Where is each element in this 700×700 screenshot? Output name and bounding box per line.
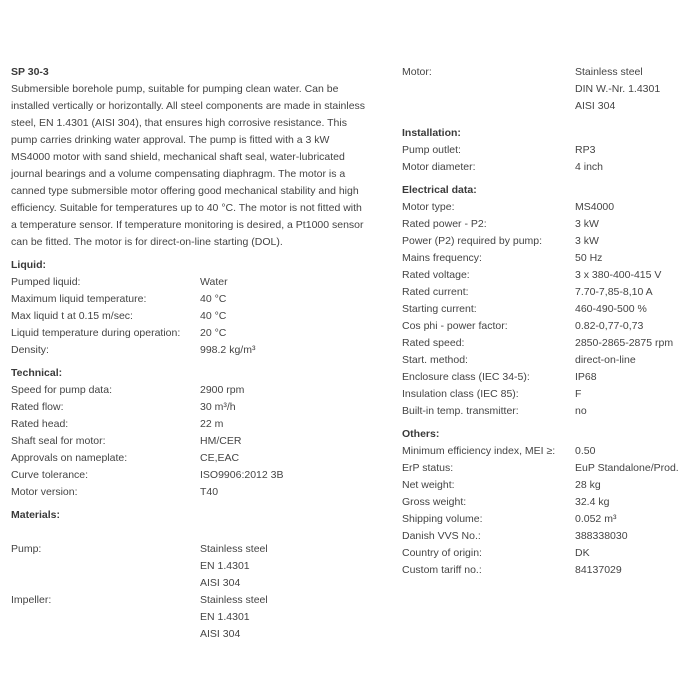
spec-label: Impeller: [11, 594, 52, 606]
spec-value: 50 Hz [575, 252, 603, 264]
others-heading: Others: [402, 428, 440, 440]
electrical-section [402, 182, 692, 420]
spec-label: Pump outlet: [402, 144, 461, 156]
spec-label: Net weight: [402, 479, 455, 491]
spec-label: Rated voltage: [402, 269, 470, 281]
spec-row [402, 460, 692, 477]
spec-label: Rated flow: [11, 401, 64, 413]
spec-row [402, 386, 692, 403]
spec-value: F [575, 388, 582, 400]
spec-label: Curve tolerance: [11, 469, 89, 481]
spec-label: Cos phi - power factor: [402, 320, 508, 332]
liquid-section [11, 257, 371, 359]
spec-row [402, 545, 692, 562]
spec-row [11, 325, 371, 342]
spec-row [402, 216, 692, 233]
spec-label: Enclosure class (IEC 34-5): [402, 371, 530, 383]
spec-value: 7.70-7,85-8,10 A [575, 286, 653, 298]
spec-value: IP68 [575, 371, 597, 383]
spec-label: Density: [11, 344, 49, 356]
spec-value [200, 541, 268, 592]
spec-row [402, 233, 692, 250]
spec-value: 998.2 kg/m³ [200, 344, 256, 356]
spec-row [11, 450, 371, 467]
spec-label: Insulation class (IEC 85): [402, 388, 519, 400]
spec-row [402, 267, 692, 284]
spec-label: Minimum efficiency index, MEI ≥: [402, 445, 556, 457]
spec-label: Starting current: [402, 303, 477, 315]
spec-label: Mains frequency: [402, 252, 482, 264]
spec-row-impeller-material [11, 592, 371, 643]
spec-value: 388338030 [575, 530, 628, 542]
spec-value: 22 m [200, 418, 224, 430]
spec-label: ErP status: [402, 462, 454, 474]
spec-value-line: EN 1.4301 [200, 560, 250, 572]
spec-row [402, 250, 692, 267]
spec-label: Rated speed: [402, 337, 465, 349]
spec-row [402, 318, 692, 335]
spec-value: 4 inch [575, 161, 604, 173]
spec-row [11, 484, 371, 501]
spec-value: ISO9906:2012 3B [200, 469, 284, 481]
spec-label: Shipping volume: [402, 513, 483, 525]
spec-value: direct-on-line [575, 354, 636, 366]
spec-value: 0.50 [575, 445, 596, 457]
technical-section [11, 365, 371, 501]
spec-row [11, 382, 371, 399]
spec-row [402, 159, 692, 176]
spec-value: 32.4 kg [575, 496, 610, 508]
spec-value: 2900 rpm [200, 384, 245, 396]
spec-value-line: Stainless steel [200, 543, 268, 555]
spec-row-pump-material [11, 541, 371, 592]
spec-row [11, 467, 371, 484]
spec-row [11, 274, 371, 291]
spec-row [402, 352, 692, 369]
left-column [11, 64, 371, 643]
spec-value: 84137029 [575, 564, 622, 576]
spec-value: 3 x 380-400-415 V [575, 269, 662, 281]
spec-value: 0.82-0,77-0,73 [575, 320, 644, 332]
spec-label: Custom tariff no.: [402, 564, 482, 576]
spec-row [402, 335, 692, 352]
spec-label: Rated head: [11, 418, 69, 430]
spec-value: Water [200, 276, 228, 288]
spec-label: Pumped liquid: [11, 276, 81, 288]
spec-row [402, 528, 692, 545]
spec-row [11, 433, 371, 450]
right-column [402, 64, 692, 579]
spec-value: 40 °C [200, 310, 227, 322]
spec-value [200, 592, 268, 643]
liquid-heading: Liquid: [11, 259, 46, 271]
spec-row [402, 562, 692, 579]
spec-value: EuP Standalone/Prod. [575, 462, 679, 474]
spec-value: 2850-2865-2875 rpm [575, 337, 674, 349]
spec-value: HM/CER [200, 435, 242, 447]
technical-heading: Technical: [11, 367, 63, 379]
spec-value: 40 °C [200, 293, 227, 305]
spec-value: 460-490-500 % [575, 303, 647, 315]
electrical-heading: Electrical data: [402, 184, 477, 196]
installation-heading: Installation: [402, 127, 461, 139]
spec-value: 3 kW [575, 235, 599, 247]
spec-value: 0.052 m³ [575, 513, 617, 525]
spec-label: Country of origin: [402, 547, 482, 559]
spec-value: CE,EAC [200, 452, 240, 464]
others-section [402, 426, 692, 579]
spec-value: RP3 [575, 144, 596, 156]
product-description: Submersible borehole pump, suitable for pumping clean water. Can be installed vertically or horizontally. All steel components are made in stainless steel, EN 1.4301 (AISI 304), that ensures high corrosive resistance. This pump carries drinking water approval. The pump is fitted with a 3 kW MS4000 motor with sand shield, mechanical shaft seal, water-lubricated journal bearings and a volume compensating diaphragm. The motor is a canned type submersible motor offering good mechanical stability and high efficiency. Suitable for temperatures up to 40 °C. The motor is not fitted with a temperature sensor. If temperature monitoring is desired, a Pt1000 sensor can be fitted. The motor is for direct-on-line starting (DOL). [11, 83, 366, 248]
spec-label: Speed for pump data: [11, 384, 112, 396]
spec-row [402, 494, 692, 511]
spec-row-motor-material [402, 64, 692, 115]
spec-label: Rated power - P2: [402, 218, 487, 230]
spec-value-line: Stainless steel [200, 594, 268, 606]
spec-row [402, 284, 692, 301]
spec-value: 3 kW [575, 218, 599, 230]
spec-label: Pump: [11, 543, 42, 555]
spec-value: 28 kg [575, 479, 601, 491]
spec-row [402, 142, 692, 159]
spec-label: Gross weight: [402, 496, 467, 508]
spec-value-line: AISI 304 [200, 577, 241, 589]
spec-label: Motor type: [402, 201, 455, 213]
spec-value: T40 [200, 486, 219, 498]
spec-row [11, 308, 371, 325]
spec-value: DK [575, 547, 590, 559]
spec-row [402, 403, 692, 420]
spec-label: Shaft seal for motor: [11, 435, 106, 447]
spec-value-line: DIN W.-Nr. 1.4301 [575, 83, 661, 95]
spec-value: MS4000 [575, 201, 615, 213]
materials-section [11, 507, 371, 643]
materials-heading: Materials: [11, 509, 61, 521]
spec-row [11, 291, 371, 308]
spec-value-line: Stainless steel [575, 66, 643, 78]
spec-row [11, 416, 371, 433]
spec-label: Built-in temp. transmitter: [402, 405, 519, 417]
spec-label: Maximum liquid temperature: [11, 293, 147, 305]
spec-value: 20 °C [200, 327, 227, 339]
spec-label: Rated current: [402, 286, 469, 298]
spec-value: no [575, 405, 587, 417]
spec-value-line: EN 1.4301 [200, 611, 250, 623]
spec-row [11, 399, 371, 416]
spec-label: Danish VVS No.: [402, 530, 481, 542]
spec-label: Motor version: [11, 486, 78, 498]
spec-value: 30 m³/h [200, 401, 236, 413]
spec-row [402, 199, 692, 216]
installation-section [402, 125, 692, 176]
product-title: SP 30-3 [11, 66, 49, 78]
spec-label: Liquid temperature during operation: [11, 327, 181, 339]
spec-label: Motor: [402, 66, 432, 78]
spec-label: Motor diameter: [402, 161, 476, 173]
spec-value [575, 64, 660, 115]
spec-row [402, 301, 692, 318]
spec-row [402, 443, 692, 460]
spec-label: Start. method: [402, 354, 468, 366]
spec-row [402, 477, 692, 494]
spec-row [402, 511, 692, 528]
spec-row [11, 342, 371, 359]
spec-label: Power (P2) required by pump: [402, 235, 543, 247]
spec-label: Approvals on nameplate: [11, 452, 128, 464]
spec-row [402, 369, 692, 386]
spec-value-line: AISI 304 [575, 100, 616, 112]
spec-value-line: AISI 304 [200, 628, 241, 640]
spec-label: Max liquid t at 0.15 m/sec: [11, 310, 133, 322]
